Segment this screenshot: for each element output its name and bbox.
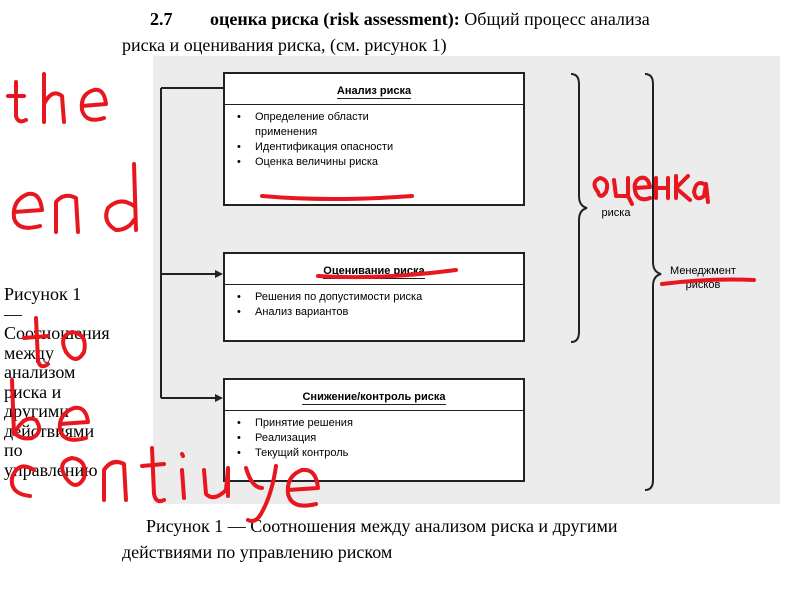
risk-treatment-title: Снижение/контроль риска	[225, 380, 523, 411]
list-item: • Оценка величины риска	[237, 155, 523, 170]
annotation-the-h	[44, 74, 64, 122]
term-definition-line2: риска и оценивания риска, (см. рисунок 1)	[122, 35, 447, 55]
risk-treatment-list	[225, 411, 523, 461]
annotation-end-n	[56, 196, 78, 232]
risk-analysis-list	[225, 105, 523, 170]
risk-treatment-box	[223, 378, 525, 482]
risk-analysis-title: Анализ риска	[225, 74, 523, 105]
outer-brace-label-line1: Менеджмент	[670, 265, 736, 277]
figure-caption	[122, 513, 782, 565]
left-column-caption: Рисунок 1 — Соотношения между анализом риска и другими действиями по управлению	[4, 284, 110, 480]
inner-brace-label: риска	[601, 207, 631, 219]
list-item: • Реализация	[237, 431, 523, 446]
term-definition-line1: Общий процесс анализа	[459, 9, 650, 29]
risk-evaluation-title: Оценивание риска	[225, 254, 523, 285]
term-definition-heading	[122, 6, 782, 58]
list-item: • Текущий контроль	[237, 446, 523, 461]
figure-diagram	[153, 56, 780, 504]
list-item: • Принятие решения	[237, 416, 523, 431]
annotation-the-t	[8, 82, 26, 121]
figure-caption-line1: Рисунок 1 — Соотношения между анализом риска и другими	[146, 516, 618, 536]
outer-brace-label	[657, 264, 749, 292]
annotation-n	[104, 462, 126, 500]
list-item: • Идентификация опасности	[237, 140, 523, 155]
list-item: • Анализ вариантов	[237, 305, 523, 320]
risk-evaluation-box	[223, 252, 525, 342]
annotation-end-e	[14, 194, 42, 228]
figure-caption-line2: действиями по управлению риском	[122, 542, 393, 562]
risk-evaluation-list	[225, 285, 523, 320]
annotation-end-d	[106, 164, 136, 230]
term-name: оценка риска (risk assessment):	[210, 9, 460, 29]
annotation-the-e	[82, 90, 106, 120]
list-item: • Определение области применения	[237, 110, 425, 140]
list-item: • Решения по допустимости риска	[237, 290, 523, 305]
outer-brace-label-line2: рисков	[685, 279, 721, 291]
risk-analysis-box	[223, 72, 525, 206]
term-number: 2.7	[150, 9, 173, 29]
